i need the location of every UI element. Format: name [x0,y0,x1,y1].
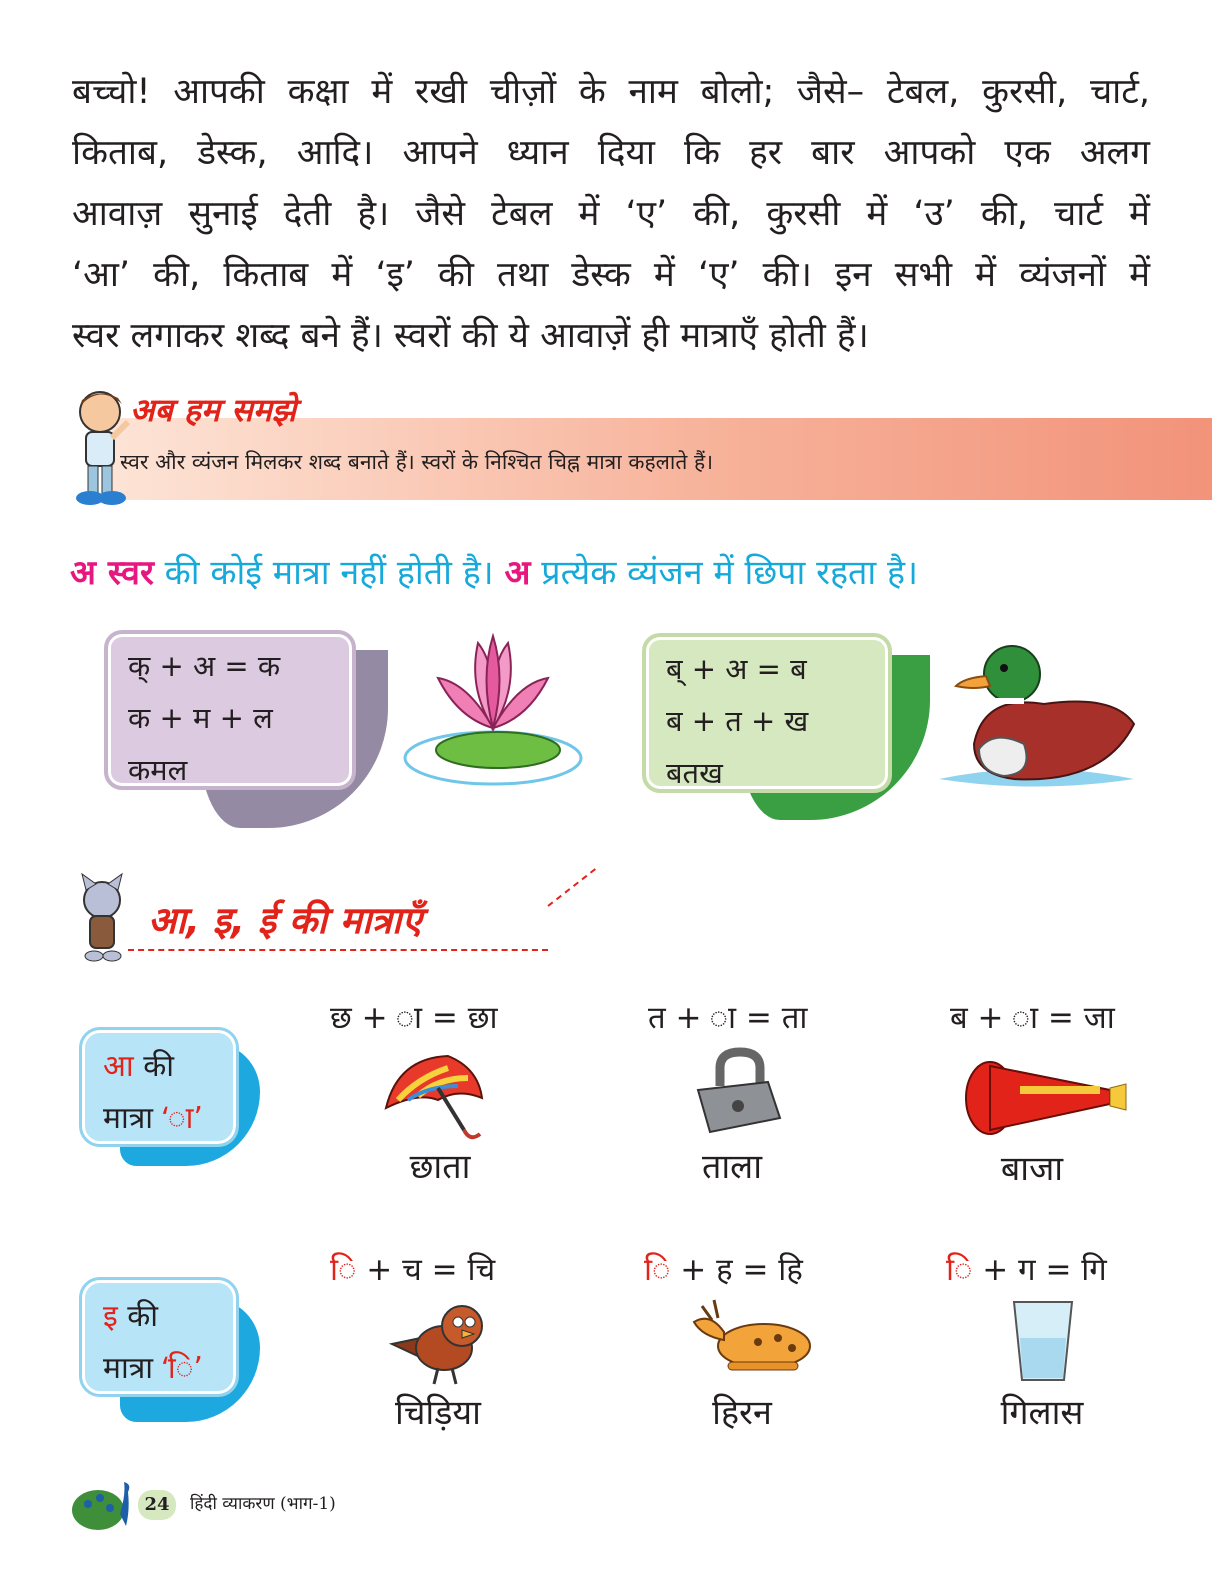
ki-label: की [133,1049,175,1084]
result: गि [1081,1252,1107,1288]
equals: = [1038,1000,1084,1036]
i-formula-2 [644,1248,803,1290]
word-tala: ताला [701,1147,763,1187]
consonant: छ [330,1000,352,1036]
understand-title: अब हम समझे [130,391,297,429]
intro-paragraph [72,62,1150,367]
consonant: त [648,1000,666,1036]
formula-line: क् + अ = क [128,649,281,683]
understand-text: स्वर और व्यंजन मिलकर शब्द बनाते हैं। स्वरों के निश्चित चिह्न मात्रा कहलाते हैं। [120,450,714,474]
section-divider [547,868,596,907]
consonant: ग [1018,1252,1036,1288]
equals: = [1035,1252,1082,1288]
result: हि [778,1252,803,1288]
matra-sign: ि [330,1252,357,1288]
aa-matra-box [82,1030,236,1144]
peacock-icon [70,1474,140,1534]
word-line: बतख [666,756,723,790]
deer-icon [688,1292,818,1380]
aa-letter: आ [103,1049,134,1084]
kamal-card [104,630,356,790]
plus: + [967,1000,1039,1036]
plus: + [356,1252,403,1288]
result: चि [467,1252,496,1288]
umbrella-icon [378,1048,488,1144]
intro-line: आवाज़ सुनाई देती है। जैसे टेबल में ‘ए’ की, कुरसी में ‘उ’ की, चार्ट में [72,194,1150,234]
a-swar-label: अ स्वर [70,553,154,593]
consonant: च [402,1252,422,1288]
aa-formula-1 [330,996,498,1038]
plus: + [351,1000,423,1036]
i-matra-box [82,1280,236,1394]
matra-sign: ि [946,1252,973,1288]
word-line: कमल [128,753,188,787]
matra-label: मात्रा [103,1351,163,1386]
consonant: ह [716,1252,733,1288]
matra-label: मात्रा [103,1101,163,1136]
batakh-card [642,633,892,793]
glass-icon [1010,1298,1076,1384]
formula-line: क + म + ल [128,701,273,735]
a-letter: अ [504,553,531,593]
consonant: ब [950,1000,968,1036]
a-rule-text: की कोई मात्रा नहीं होती है। [153,553,505,593]
cat-icon [72,872,130,964]
matra-sign: ि [644,1252,671,1288]
aa-formula-3 [950,996,1115,1038]
a-rule-line [70,548,918,594]
trumpet-icon [960,1058,1130,1138]
section-divider [128,949,548,951]
equals: = [421,1252,468,1288]
result: जा [1083,1000,1115,1036]
aa-formula-2 [648,996,807,1038]
plus: + [972,1252,1019,1288]
intro-line: ‘आ’ की, किताब में ‘इ’ की तथा डेस्क में ‘ए’ की। इन सभी में व्यंजनों में [72,255,1150,295]
intro-line: किताब, डेस्क, आदि। आपने ध्यान दिया कि हर बार आपको एक अलग [72,133,1150,173]
page-number: 24 [138,1490,176,1520]
formula-line: ब् + अ = ब [666,652,807,686]
i-formula-3 [946,1248,1107,1290]
section-title: आ, इ, ई की मात्राएँ [148,899,422,942]
formula-line: ब + त + ख [666,704,809,738]
i-formula-1 [330,1248,495,1290]
lotus-icon [398,628,588,788]
aa-sign: ‘ा’ [162,1101,203,1136]
word-chhata: छाता [409,1147,471,1187]
book-title: हिंदी व्याकरण (भाग-1) [190,1494,336,1514]
plus: + [665,1000,737,1036]
lock-icon [690,1046,786,1138]
result: ता [781,1000,808,1036]
equals: = [736,1000,782,1036]
intro-line: बच्चो! आपकी कक्षा में रखी चीज़ों के नाम बोलो; जैसे– टेबल, कुरसी, चार्ट, [72,72,1150,112]
equals: = [422,1000,468,1036]
a-rule-text-2: प्रत्येक व्यंजन में छिपा रहता है। [530,553,918,593]
plus: + [670,1252,717,1288]
i-sign: ‘ि’ [162,1351,203,1386]
intro-line: स्वर लगाकर शब्द बने हैं। स्वरों की ये आवाज़ें ही मात्राएँ होती हैं। [72,316,869,356]
bird-icon [382,1296,492,1388]
word-baja: बाजा [1000,1149,1064,1189]
duck-icon [934,634,1144,794]
word-gilas: गिलास [1000,1393,1084,1433]
equals: = [732,1252,779,1288]
word-hiran: हिरन [712,1393,772,1433]
ki-label: की [117,1299,159,1334]
result: छा [467,1000,498,1036]
i-letter: इ [103,1299,118,1334]
word-chidiya: चिड़िया [395,1393,481,1433]
